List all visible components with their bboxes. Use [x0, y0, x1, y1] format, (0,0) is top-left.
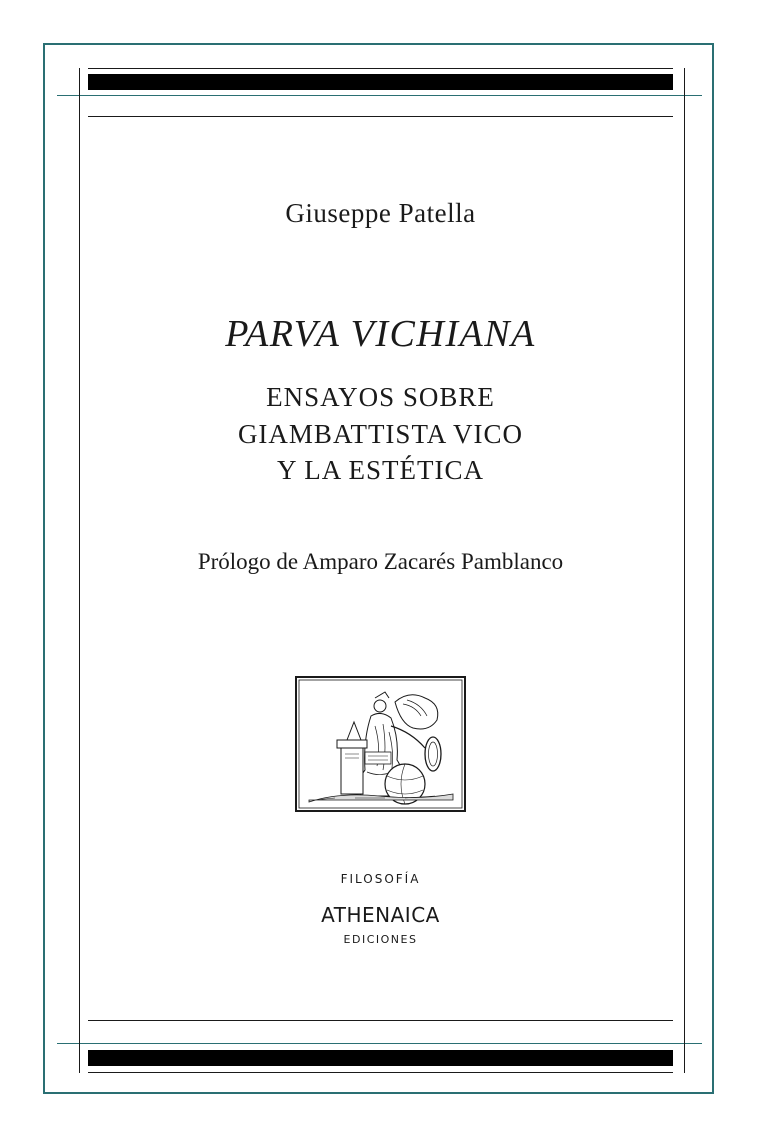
- rule-top-lower: [88, 116, 673, 117]
- book-title: PARVA VICHIANA: [225, 313, 536, 355]
- bar-top-thick: [88, 74, 673, 90]
- subtitle-line-2: GIAMBATTISTA VICO: [237, 419, 524, 449]
- publisher-name: ATHENAICA: [321, 903, 440, 927]
- author-name: Giuseppe Patella: [285, 198, 476, 228]
- prologue-credit: Prólogo de Amparo Zacarés Pamblanco: [197, 549, 564, 574]
- rule-top-thin: [88, 68, 673, 69]
- subtitle-line-3: Y LA ESTÉTICA: [277, 455, 484, 485]
- allegorical-engraving-icon: [295, 676, 466, 812]
- trim-line-top: [57, 95, 702, 96]
- trim-line-bottom: [57, 1043, 702, 1044]
- collection-label: FILOSOFÍA: [340, 872, 421, 886]
- subtitle-line-1: ENSAYOS SOBRE: [266, 382, 495, 412]
- rule-bottom-upper: [88, 1020, 673, 1021]
- publisher-subtitle: EDICIONES: [343, 933, 418, 946]
- rule-bottom-thin: [88, 1072, 673, 1073]
- bar-bottom-thick: [88, 1050, 673, 1066]
